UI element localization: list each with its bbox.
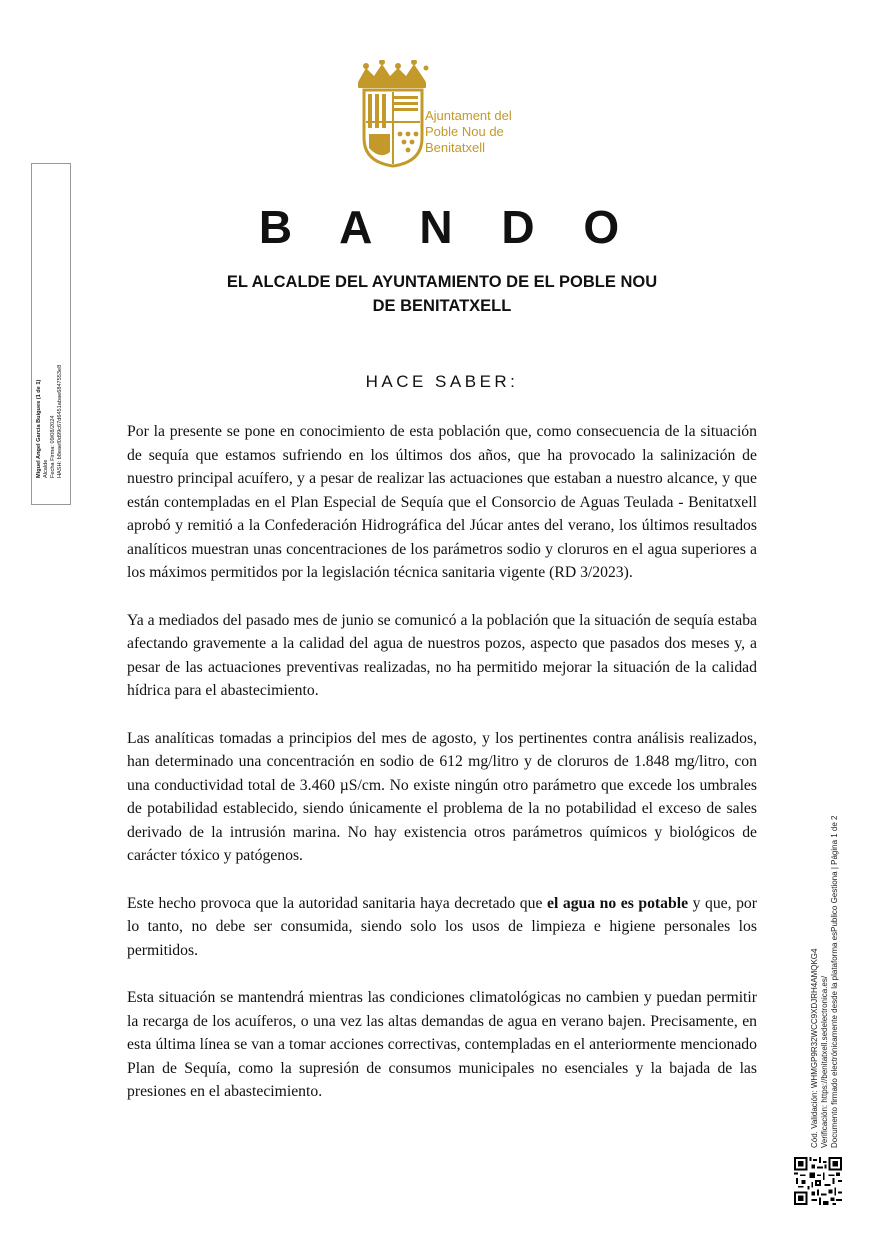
signer-role: Alcalde [43,459,49,478]
paragraph-4 [127,892,757,963]
paragraph-4-start: Este hecho provoca que la autoridad sanitaria haya decretado que [127,894,547,912]
document-subtitle [150,270,734,318]
paragraph-5: Esta situación se mantendrá mientras las condiciones climatológicas no cambien y puedan permitir la recarga de los acuíferos, o una vez las altas demandas de agua en verano bajen. Precisamente, en esta última línea se van a tomar acciones correctivas, contempladas en el anteriormente mencionado Plan de Sequía, como la supresión de consumos municipales no esenciales y la bajada de las presiones en el abastecimiento. [127,989,757,1100]
subtitle-line2: DE BENITATXELL [372,297,512,315]
hace-saber-heading: HACE SABER: [365,372,519,391]
subtitle-line1: EL ALCALDE DEL AYUNTAMIENTO DE EL POBLE NOU [226,273,658,291]
signature-date: Fecha Firma: 09/08/2024 [50,415,56,478]
signer-name: Miguel Angel Garcia Buigues (1 de 1) [36,379,42,478]
signature-block [36,364,236,506]
electronic-signature-note: Documento firmado electrónicamente desde la plataforma esPublico Gestiona | Página 1 de 2 [830,815,839,1148]
municipality-name-line2: Poble Nou de [425,124,504,139]
municipality-name-line3: Benitatxell [425,140,485,155]
qr-code [794,1157,842,1205]
validation-code: Cód. Validación: WHMGP9R32WCC9XDJRH4AMQKG4 [810,948,819,1148]
paragraph-1: Por la presente se pone en conocimiento de esta población que, como consecuencia de la situación de sequía que estamos sufriendo en los últimos dos años, que ha provocado la salinización de nuestro principal acuífero, y a pesar de realizar las actuaciones que estaban a nuestro alcance, y que están contempladas en el Plan Especial de Sequía que el Consorcio de Aguas Teulada - Benitatxell aprobó y remitió a la Confederación Hidrográfica del Júcar antes del verano, los últimos resultados analíticos muestran unas concentraciones de los parámetros sodio y cloruros en el agua superiores a los máximos permitidos por la legislación técnica sanitaria vigente (RD 3/2023). [127,423,757,581]
verification-url: Verificación: https://benitatxell.sedelectronica.es/ [820,975,829,1148]
signature-hash: HASH: b8eaef0d99c67d6451abae6847553e8 [57,364,63,478]
potability-warning: el agua no es potable [546,894,689,912]
document-body [127,420,757,1128]
municipality-name-line1: Ajuntament del [425,108,512,123]
paragraph-3: Las analíticas tomadas a principios del mes de agosto, y los pertinentes contra análisis realizados, han determinado una concentración en sodio de 612 mg/litro y de cloruros de 1.848 mg/litro, con una conductividad total de 3.460 µS/cm. No existe ningún otro parámetro que excede los umbrales de potabilidad establecido, siendo únicamente el problema de la no potabilidad el exceso de sales derivado de la intrusión marina. No hay existencia otros parámetros químicos y biológicos de carácter tóxico y patógenos. [127,729,757,864]
paragraph-2: Ya a mediados del pasado mes de junio se comunicó a la población que la situación de sequía estaba afectando gravemente a la calidad del agua de nuestros pozos, aspecto que pasados dos meses y, a pesar de las actuaciones preventivas realizadas, no ha permitido mejorar la situación de la calidad hídrica para el abastecimiento. [127,611,757,699]
document-title: B A N D O [258,201,638,253]
paragraph-4-end: y que, por lo tanto, no debe ser consumida, siendo solo los usos de limpieza e higiene personales los permitidos. [127,894,757,959]
municipality-name [425,108,512,156]
